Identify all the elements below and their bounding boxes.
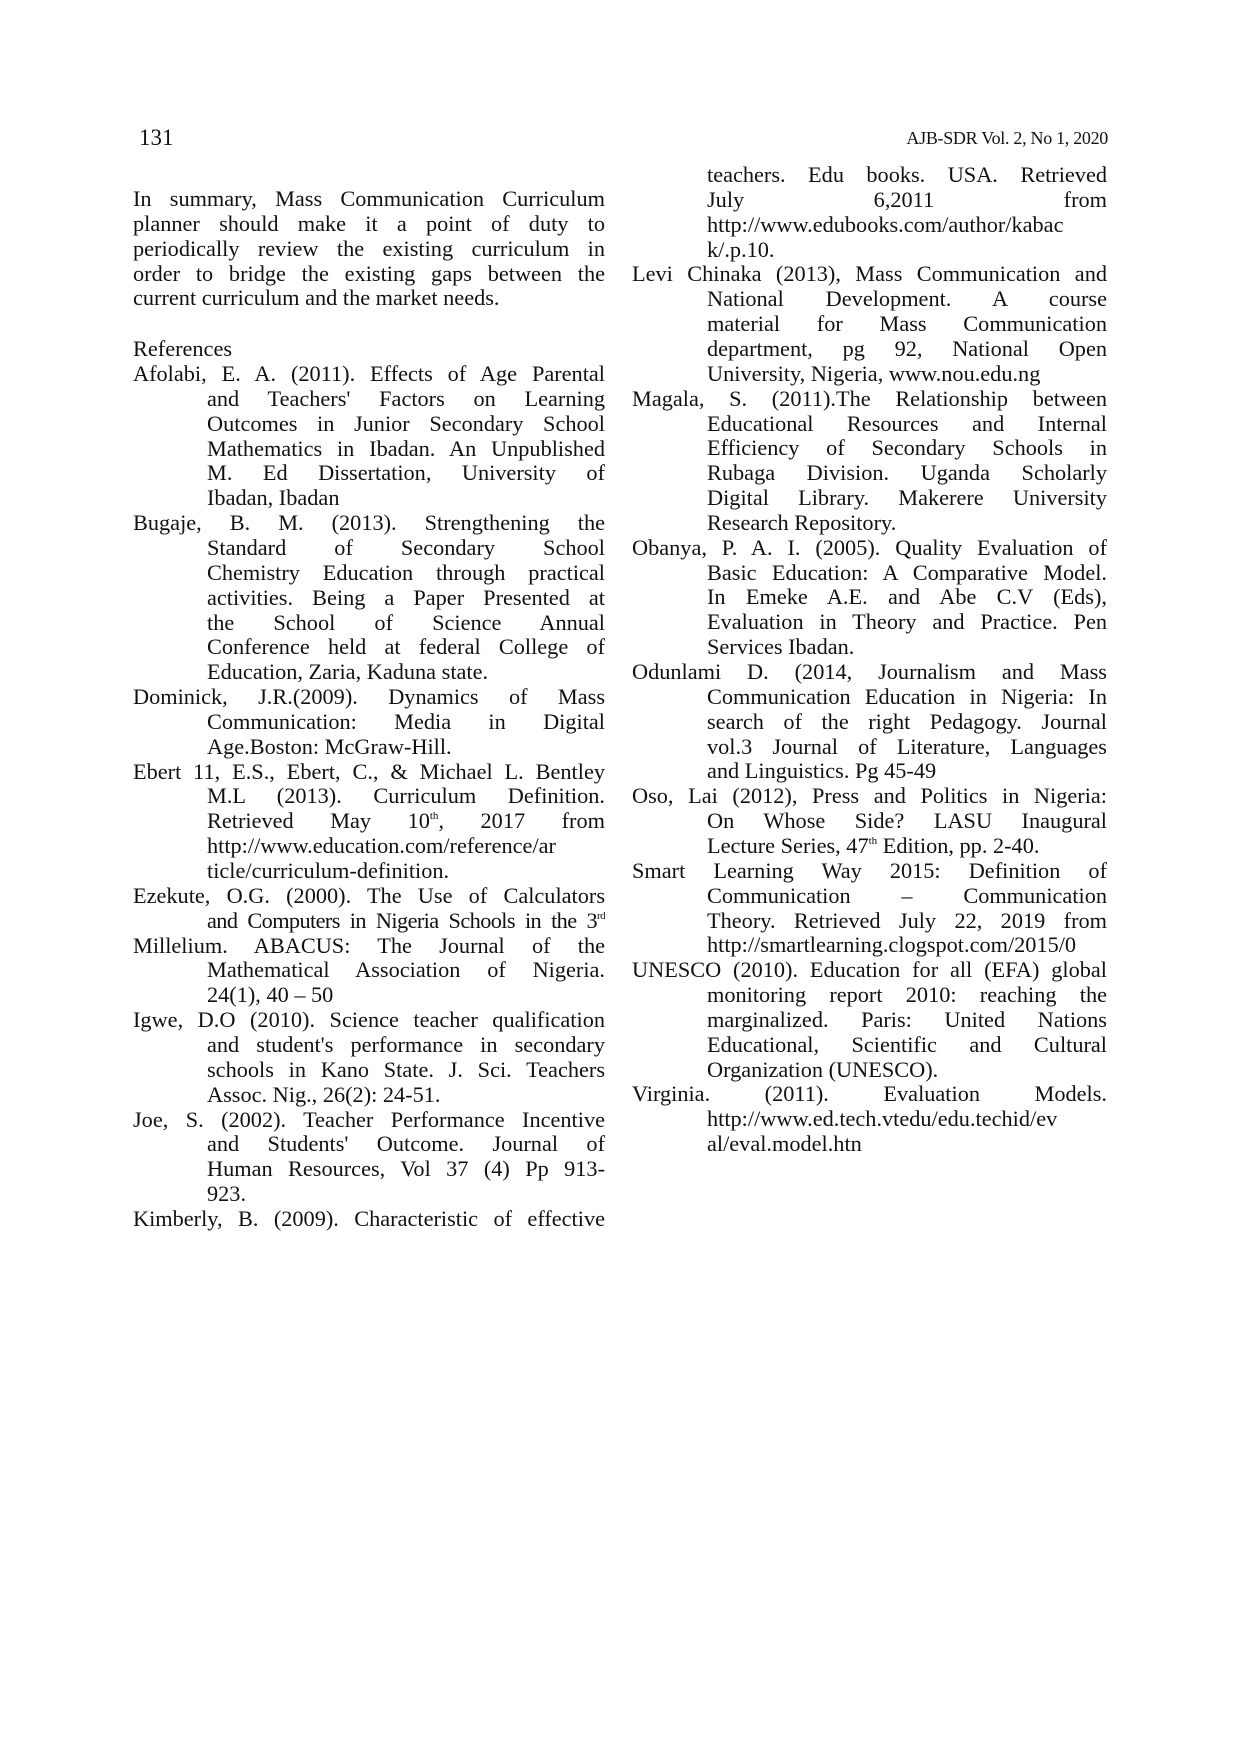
reference-continuation-line: material for Mass Communication [707, 311, 1107, 337]
reference-continuation-line: Lecture Series, 47th Edition, pp. 2-40. [707, 832, 1040, 858]
reference-continuation-line: July 6,2011 from [707, 186, 1107, 212]
summary-line: order to bridge the existing gaps between the [133, 260, 605, 286]
summary-line: periodically review the existing curriculum in [133, 235, 605, 261]
reference-continuation-line: 24(1), 40 – 50 [207, 982, 334, 1008]
reference-continuation-line: Organization (UNESCO). [707, 1056, 939, 1082]
reference-continuation-line: Evaluation in Theory and Practice. Pen [707, 609, 1107, 635]
summary-line: planner should make it a point of duty to [133, 210, 605, 236]
reference-first-line: Dominick, J.R.(2009). Dynamics of Mass [133, 684, 605, 710]
reference-continuation-line: National Development. A course [707, 286, 1107, 312]
reference-first-line: Bugaje, B. M. (2013). Strengthening the [133, 510, 605, 536]
journal-header: AJB-SDR Vol. 2, No 1, 2020 [906, 128, 1108, 148]
reference-first-line: Afolabi, E. A. (2011). Effects of Age Parental [133, 361, 605, 386]
reference-continuation-line: and Computers in Nigeria Schools in the 3rd [207, 907, 605, 933]
reference-continuation-line: Standard of Secondary School [207, 534, 605, 560]
reference-continuation-line: teachers. Edu books. USA. Retrieved [707, 162, 1107, 187]
reference-continuation-line: Education, Zaria, Kaduna state. [207, 659, 489, 685]
reference-continuation-line: Assoc. Nig., 26(2): 24-51. [207, 1081, 441, 1107]
reference-continuation-line: Digital Library. Makerere University [707, 485, 1107, 511]
reference-first-line: Ezekute, O.G. (2000). The Use of Calculators [133, 882, 605, 908]
reference-continuation-line: Efficiency of Secondary Schools in [707, 435, 1107, 461]
reference-continuation-line: http://www.edubooks.com/author/kabac [707, 211, 1064, 237]
reference-continuation-line: Basic Education: A Comparative Model. [707, 559, 1107, 585]
reference-continuation-line: Conference held at federal College of [207, 634, 605, 660]
reference-first-line: Levi Chinaka (2013), Mass Communication and [632, 261, 1107, 287]
reference-continuation-line: In Emeke A.E. and Abe C.V (Eds), [707, 584, 1107, 610]
reference-continuation-line: schools in Kano State. J. Sci. Teachers [207, 1056, 605, 1082]
reference-continuation-line: vol.3 Journal of Literature, Languages [707, 733, 1107, 759]
reference-continuation-line: Educational, Scientific and Cultural [707, 1031, 1107, 1057]
reference-continuation-line: Mathematical Association of Nigeria. [207, 957, 605, 983]
reference-continuation-line: http://www.education.com/reference/ar [207, 833, 556, 859]
reference-continuation-line: Communication: Media in Digital [207, 708, 605, 734]
references-heading-text: References [133, 336, 233, 361]
reference-first-line: Ebert 11, E.S., Ebert, C., & Michael L. Bentley [133, 758, 605, 784]
reference-continuation-line: Mathematics in Ibadan. An Unpublished [207, 435, 605, 461]
reference-continuation-line: University, Nigeria, www.nou.edu.ng [707, 360, 1041, 386]
reference-continuation-line: Research Repository. [707, 509, 897, 535]
reference-first-line: Obanya, P. A. I. (2005). Quality Evaluation of [632, 534, 1107, 560]
reference-continuation-line: M. Ed Dissertation, University of [207, 460, 605, 486]
reference-continuation-line: M.L (2013). Curriculum Definition. [207, 783, 605, 809]
reference-continuation-line: Rubaga Division. Uganda Scholarly [707, 460, 1107, 486]
reference-first-line: Magala, S. (2011).The Relationship between [632, 385, 1107, 411]
reference-first-line: Millelium. ABACUS: The Journal of the [133, 932, 605, 958]
reference-continuation-line: k/.p.10. [707, 236, 775, 262]
reference-continuation-line: the School of Science Annual [207, 609, 605, 635]
reference-continuation-line: http://www.ed.tech.vtedu/edu.techid/ev [707, 1106, 1058, 1132]
reference-continuation-line: al/eval.model.htn [707, 1131, 862, 1157]
reference-continuation-line: Communication – Communication [707, 882, 1107, 908]
reference-continuation-line: Outcomes in Junior Secondary School [207, 410, 605, 436]
reference-continuation-line: Theory. Retrieved July 22, 2019 from [707, 907, 1107, 933]
reference-continuation-line: Communication Education in Nigeria: In [707, 683, 1107, 709]
reference-continuation-line: http://smartlearning.clogspot.com/2015/0 [707, 932, 1077, 958]
reference-continuation-line: marginalized. Paris: United Nations [707, 1006, 1107, 1032]
summary-line: current curriculum and the market needs. [133, 285, 500, 311]
reference-continuation-line: activities. Being a Paper Presented at [207, 584, 605, 610]
reference-first-line: Oso, Lai (2012), Press and Politics in Nigeria: [632, 783, 1107, 809]
reference-continuation-line: search of the right Pedagogy. Journal [707, 708, 1107, 734]
reference-continuation-line: Educational Resources and Internal [707, 410, 1107, 436]
reference-first-line: Virginia. (2011). Evaluation Models. [632, 1081, 1107, 1107]
reference-continuation-line: and Students' Outcome. Journal of [207, 1131, 605, 1157]
reference-continuation-line: Retrieved May 10th, 2017 from [207, 808, 605, 834]
reference-continuation-line: Services Ibadan. [707, 634, 855, 660]
reference-first-line: Igwe, D.O (2010). Science teacher qualification [133, 1007, 605, 1033]
reference-continuation-line: and student's performance in secondary [207, 1031, 605, 1057]
reference-first-line: Odunlami D. (2014, Journalism and Mass [632, 659, 1107, 684]
reference-first-line: Joe, S. (2002). Teacher Performance Incentive [133, 1106, 605, 1132]
reference-continuation-line: Human Resources, Vol 37 (4) Pp 913- [207, 1156, 605, 1182]
reference-continuation-line: monitoring report 2010: reaching the [707, 982, 1107, 1008]
reference-first-line: Kimberly, B. (2009). Characteristic of effective [133, 1205, 605, 1231]
reference-continuation-line: ticle/curriculum-definition. [207, 858, 450, 883]
page-number: 131 [139, 125, 174, 150]
reference-first-line: UNESCO (2010). Education for all (EFA) global [632, 957, 1107, 983]
reference-continuation-line: and Linguistics. Pg 45-49 [707, 758, 937, 784]
reference-continuation-line: Ibadan, Ibadan [207, 485, 340, 511]
summary-line: In summary, Mass Communication Curriculum [133, 186, 605, 211]
reference-continuation-line: 923. [207, 1181, 247, 1207]
reference-continuation-line: Chemistry Education through practical [207, 559, 605, 585]
reference-continuation-line: department, pg 92, National Open [707, 335, 1107, 361]
reference-continuation-line: On Whose Side? LASU Inaugural [707, 808, 1107, 834]
reference-continuation-line: and Teachers' Factors on Learning [207, 385, 605, 411]
reference-first-line: Smart Learning Way 2015: Definition of [632, 857, 1107, 883]
reference-continuation-line: Age.Boston: McGraw-Hill. [207, 733, 452, 759]
